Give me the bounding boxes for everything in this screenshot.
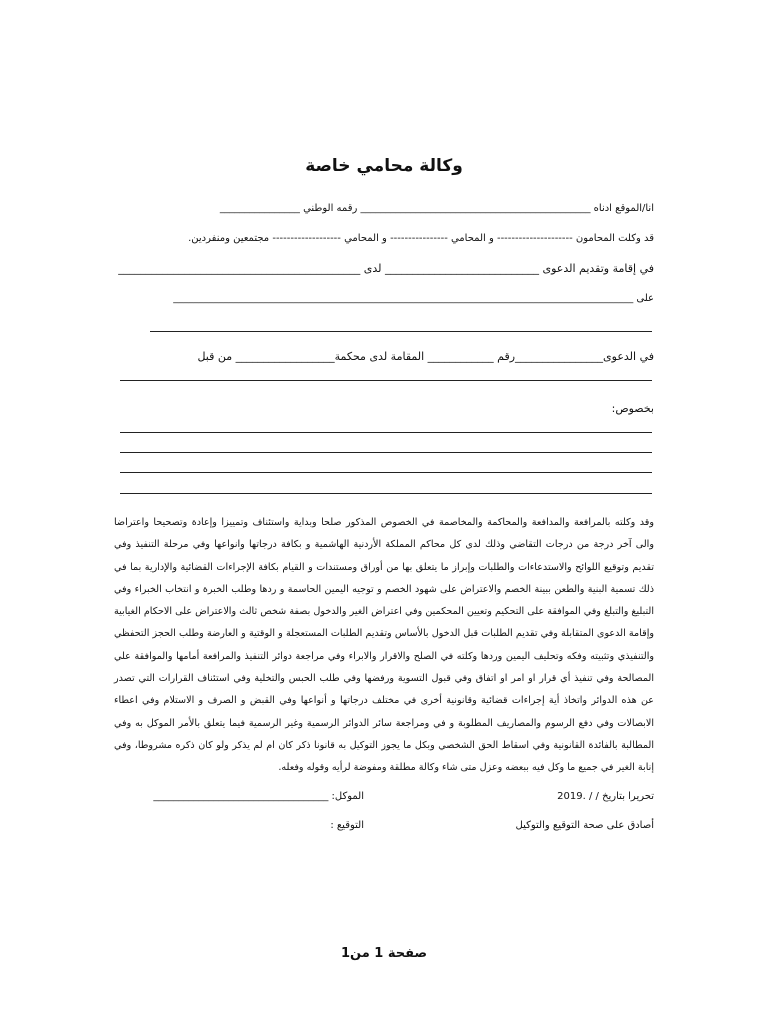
- page-number: صفحة 1 من1: [340, 946, 428, 961]
- subject-rule: [120, 432, 652, 433]
- blank-rule: [150, 331, 652, 332]
- date-label: تحريرا بتاريخ / / .2019: [557, 791, 654, 802]
- case-filing-line: في إقامة وتقديم الدعوى ____________________________ لدى ____________________________________________: [118, 262, 654, 275]
- subject-rule: [120, 452, 652, 453]
- document-title: وكالة محامي خاصة: [305, 156, 463, 176]
- attorneys-line: قد وكلت المحامون --------------------- و المحامي ---------------- و المحامي ------------------- مجتمعين ومنفردين.: [188, 233, 654, 244]
- subject-rule: [120, 493, 652, 494]
- signature-label: التوقيع :: [330, 820, 364, 831]
- case-number-line: في الدعوى________________رقم ____________ المقامة لدى محكمة__________________ من قبل: [197, 350, 654, 363]
- authorization-paragraph: وقد وكلته بالمرافعة والمدافعة والمحاكمة والمخاصمة في الخصوص المذكور صلحا وبداية واستئناف وتمييزا وإعادة وتصحيحا واعتراضا والى آخر درجة من درجات التقاضي وذلك لدى كل محاكم المملكة الأردنية الهاشمية و بكافة درجاتها وانواعها وفي مرحلة التنفيذ وفي تقديم وتوقيع اللوائح والاستدعاءات والطلبات وإبراز ما يتعلق بها من أوراق ومستندات و القيام بكافة الإجراءات القضائية والإدارية بما في ذلك تسمية البنية والطعن ببينة الخصم والاعتراض على شهود الخصم و توجيه اليمين الحاسمة و ردها وطلب الخبرة و انتخاب الخبراء وفي التبليغ والتبلغ وفي الموافقة على التحكيم وتعيين المحكمين وفي اعتراض الغير والدخول بصفة شخص ثالث والاعتراض على الاحكام الغيابية وإقامة الدعوى المتقابلة وفي تقديم الطلبات قبل الدخول بالأساس وتقديم الطلبات المستعجلة و الوقتية و العارضة وطلب الحجز التحفظي والتنفيذي وتثبيته وفكه وتحليف اليمين وردها وكلته في الصلح والاقرار والابراء وفي مراجعة دوائر التنفيذ والمرافعة أمامها والموافقة علي المصالحة وفي تنفيذ أي قرار او امر او اتفاق وفي قبول التسوية ورفضها وفي طلب الحبس والتخلية وفي استئناف القرارات التي تصدر عن هذه الدوائر واتخاذ أية إجراءات قضائية وقانونية أخرى في مختلف درجاتها و أنواعها وفي القبض و الصرف و الاستلام وفي اعطاء الابصالات وفي دفع الرسوم والمصاريف المطلوبة و في ومراجعة سائر الدوائر الرسمية وغير الرسمية فيما يتعلق بالأمر الموكل به وفي المطالبة بالفائدة القانونية وفي اسقاط الحق الشخصي وبكل ما يجوز التوكيل به قانونا ذكر كان ام لم يذكر ولو كان ذكره مشروطا، وفي إنابة الغير في جميع ما وكل فيه ببعضه وعزل متى شاء وكالة مطلقة ومفوضة لرأيه وقوله وفعله.: [114, 517, 654, 774]
- subject-label: بخصوص:: [611, 402, 654, 415]
- blank-rule: [120, 380, 652, 381]
- subject-rule: [120, 472, 652, 473]
- client-label: الموكل: ___________________________________: [153, 791, 364, 802]
- against-line: على ____________________________________________________________________________________________: [173, 293, 654, 304]
- signer-line: انا/الموقع ادناه ______________________________________________ رقمه الوطني ________________: [219, 203, 654, 214]
- certify-label: أصادق على صحة التوقيع والتوكيل: [515, 820, 654, 831]
